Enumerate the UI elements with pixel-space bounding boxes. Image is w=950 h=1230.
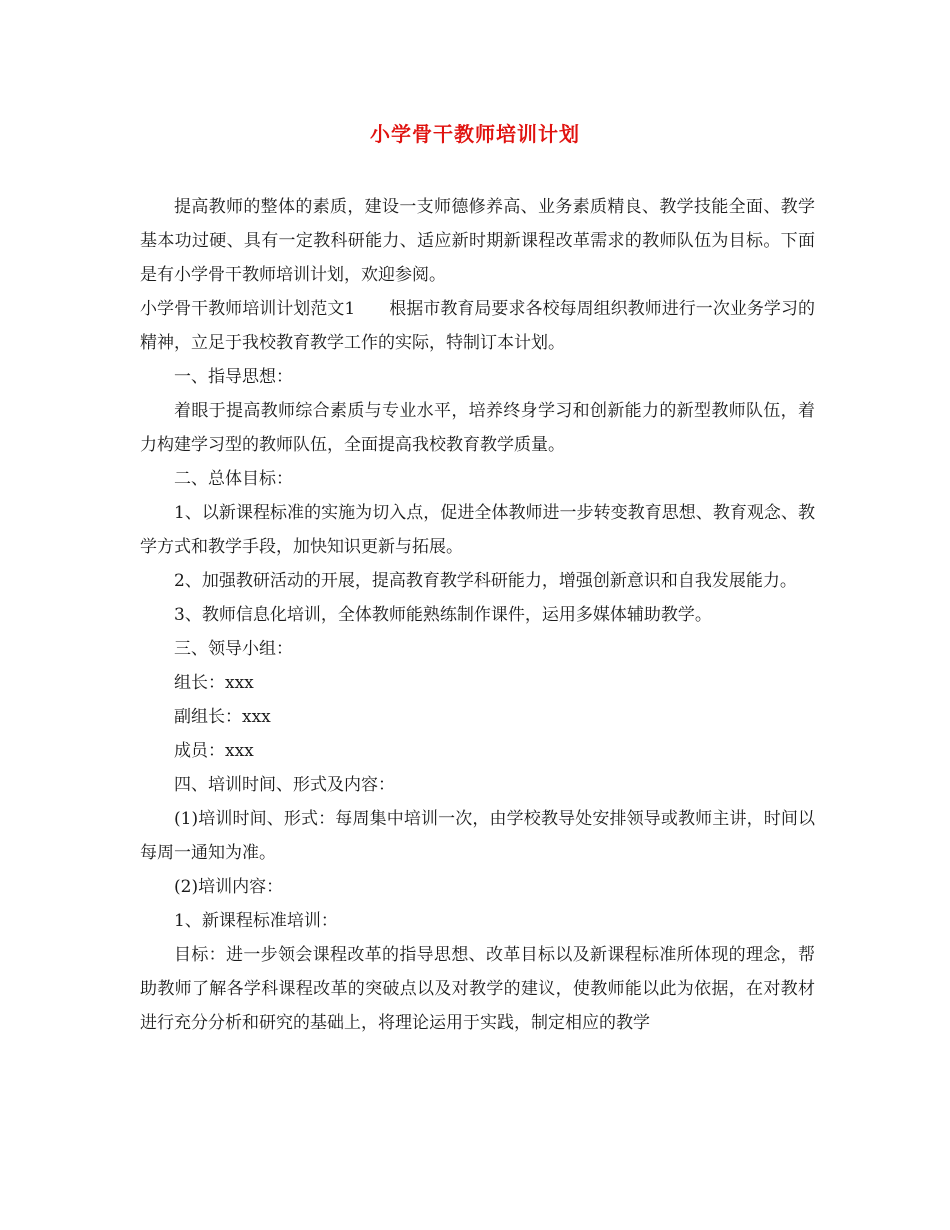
training-item-1-goal: 目标：进一步领会课程改革的指导思想、改革目标以及新课程标准所体现的理念，帮助教师了解各学科课程改革的突破点以及对教学的建议，使教师能以此为依据，在对教材进行充分分析和研究的基础上，将理论运用于实践，制定相应的教学	[140, 945, 815, 1033]
document-body	[140, 190, 815, 1040]
sample-heading: 小学骨干教师培训计划范文1	[140, 299, 356, 319]
sample-paragraph	[140, 292, 815, 360]
sample-lead-text: 根据市教育局要求各校每周组织教师进行一次业务学习的精神，立足于我校教育教学工作的实际，特制订本计划。	[140, 299, 815, 353]
document-title: 小学骨干教师培训计划	[370, 122, 580, 146]
leader-line: 组长：xxx	[174, 673, 254, 693]
goal-item-3: 3、教师信息化培训，全体教师能熟练制作课件，运用多媒体辅助教学。	[174, 605, 712, 625]
vice-leader-line: 副组长：xxx	[174, 707, 271, 727]
section-heading-training: 四、培训时间、形式及内容：	[174, 775, 395, 795]
section-heading-guiding-idea: 一、指导思想：	[174, 367, 293, 387]
guiding-idea-text: 着眼于提高教师综合素质与专业水平，培养终身学习和创新能力的新型教师队伍，着力构建学习型的教师队伍，全面提高我校教育教学质量。	[140, 401, 815, 455]
section-heading-leadership-group: 三、领导小组：	[174, 639, 293, 659]
section-heading-overall-goals: 二、总体目标：	[174, 469, 293, 489]
training-time-form: (1)培训时间、形式：每周集中培训一次，由学校教导处安排领导或教师主讲，时间以每周一通知为准。	[140, 809, 815, 863]
training-item-1-heading: 1、新课程标准培训：	[174, 911, 338, 931]
goal-item-2: 2、加强教研活动的开展，提高教育教学科研能力，增强创新意识和自我发展能力。	[174, 571, 797, 591]
intro-paragraph: 提高教师的整体的素质，建设一支师德修养高、业务素质精良、教学技能全面、教学基本功过硬、具有一定教科研能力、适应新时期新课程改革需求的教师队伍为目标。下面是有小学骨干教师培训计划，欢迎参阅。	[140, 197, 815, 285]
members-line: 成员：xxx	[174, 741, 254, 761]
training-content-heading: (2)培训内容：	[174, 877, 284, 897]
goal-item-1: 1、以新课程标准的实施为切入点，促进全体教师进一步转变教育思想、教育观念、教学方式和教学手段，加快知识更新与拓展。	[140, 503, 815, 557]
